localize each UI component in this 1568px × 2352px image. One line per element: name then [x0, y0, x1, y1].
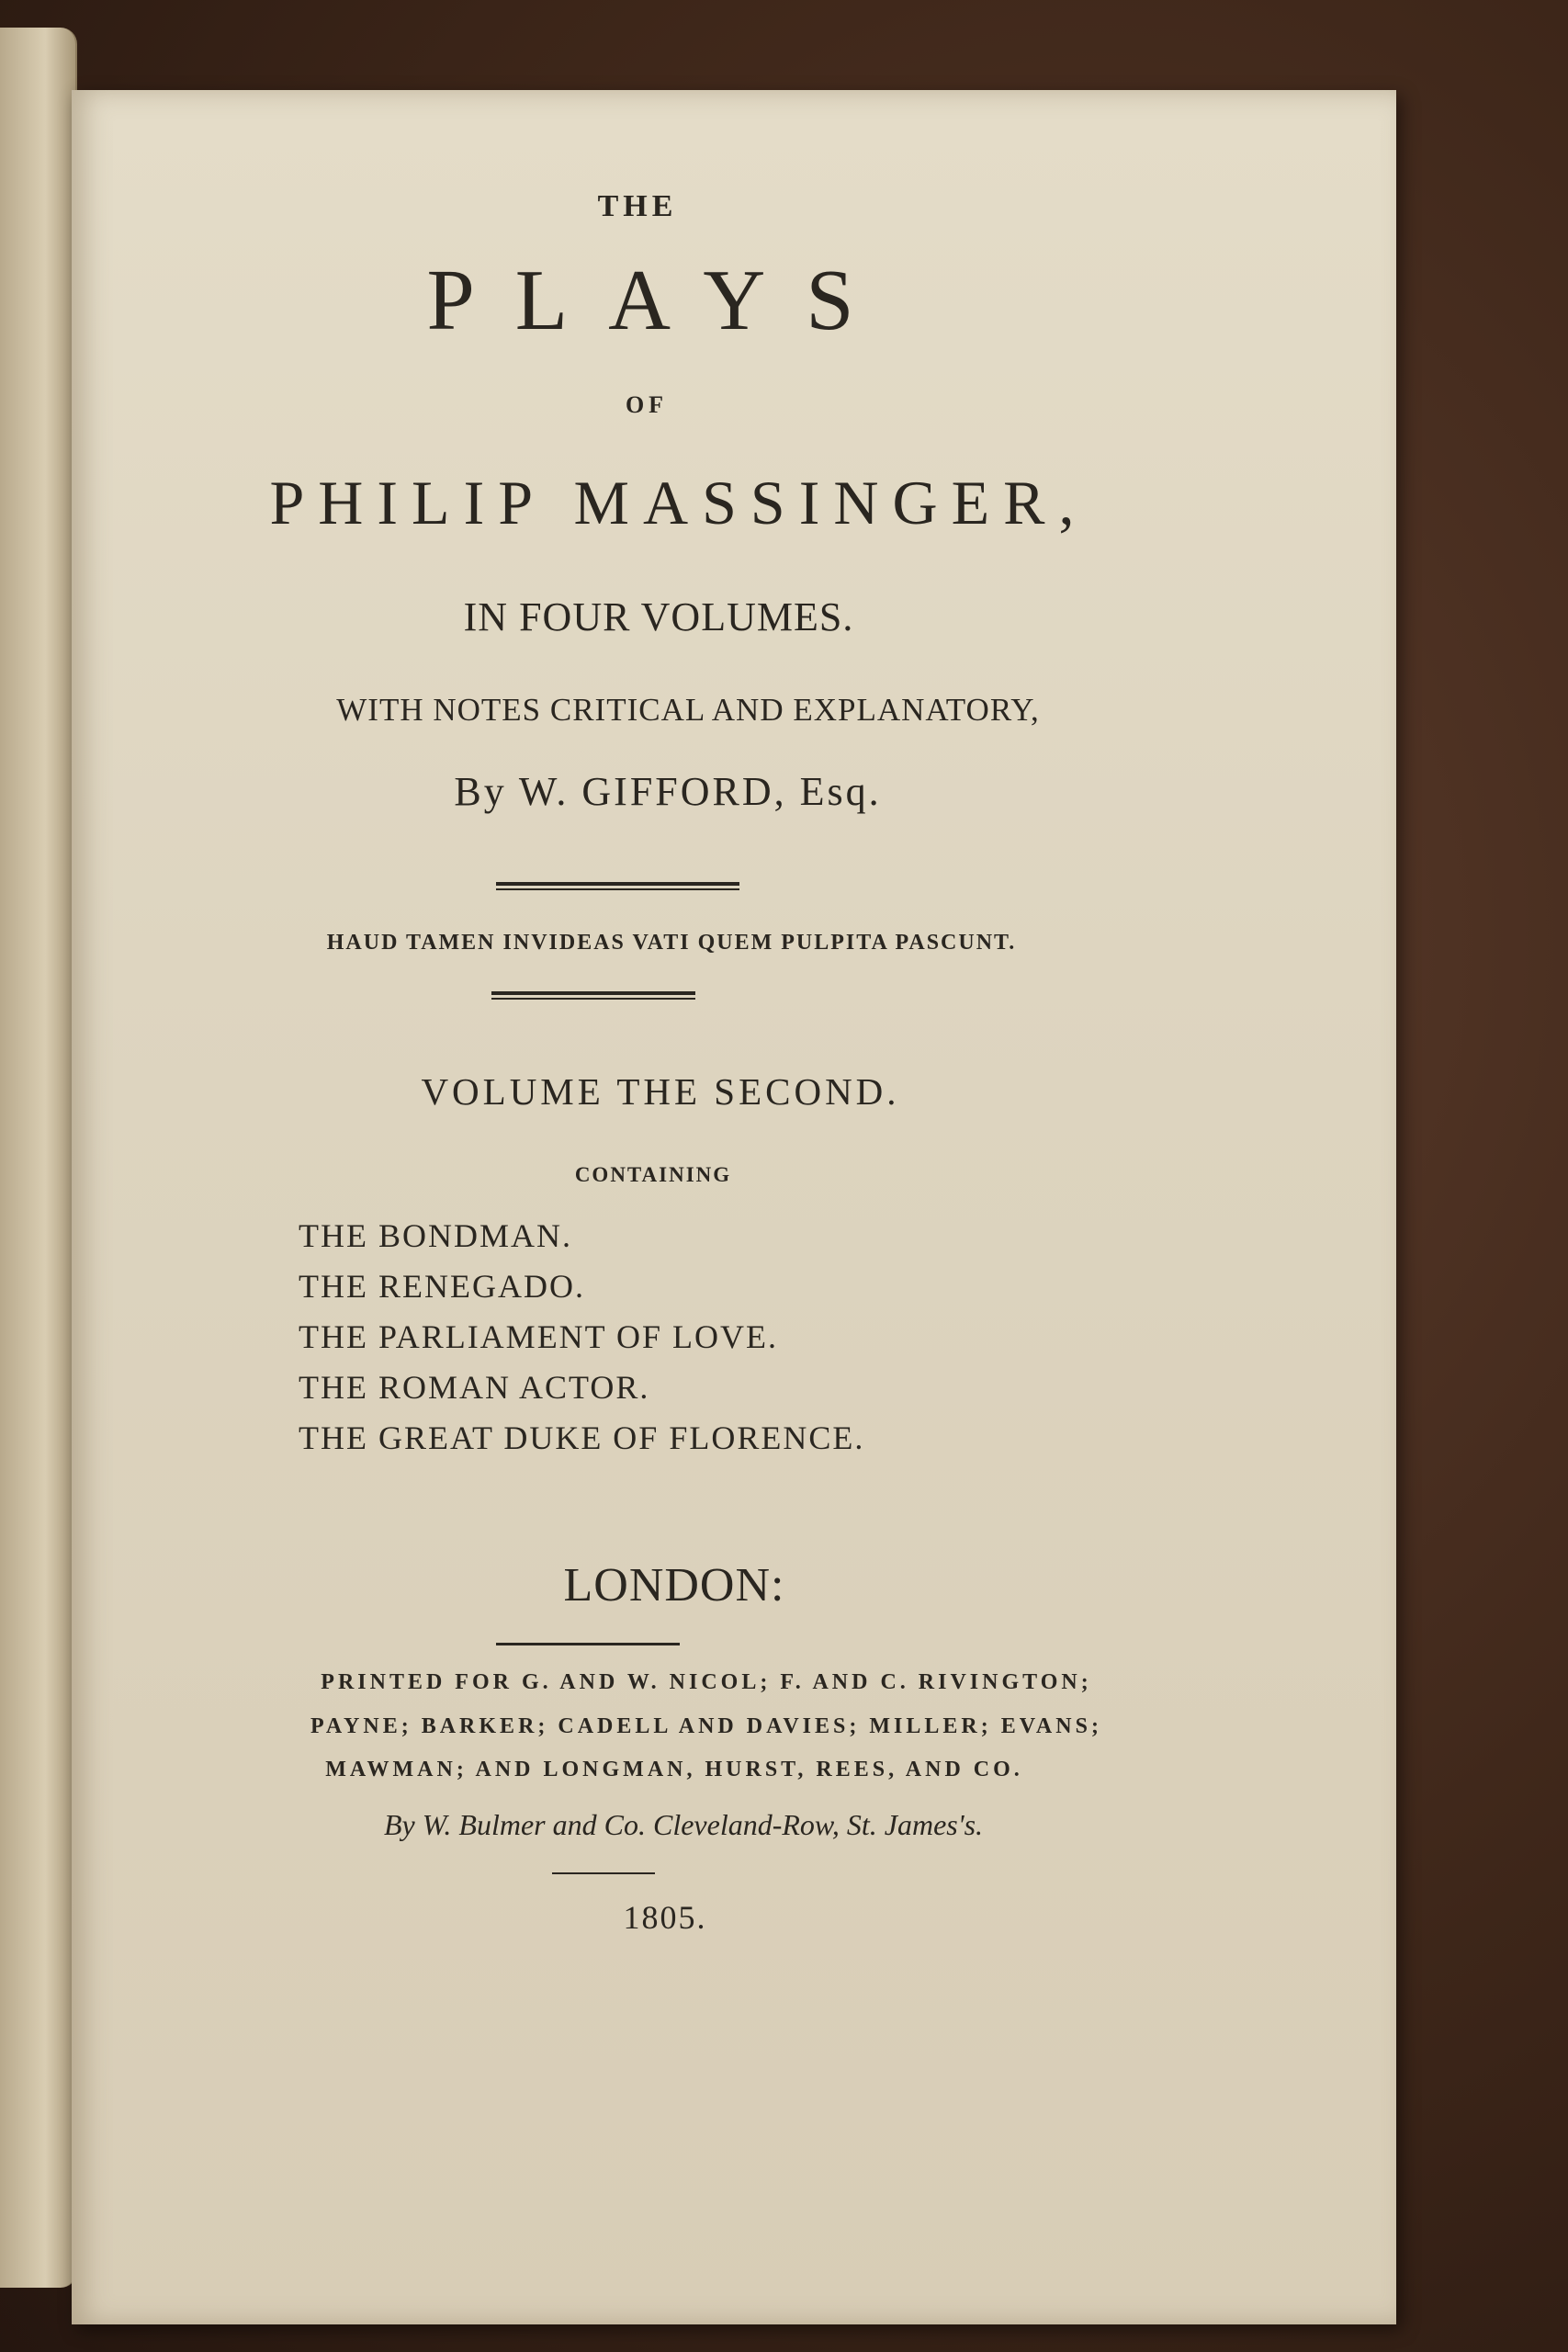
volume-heading: VOLUME THE SECOND.	[421, 1070, 900, 1113]
latin-motto: HAUD TAMEN INVIDEAS VATI QUEM PULPITA PASCUNT.	[326, 931, 1017, 955]
title-plays: PLAYS	[426, 253, 895, 348]
contents-item: THE PARLIAMENT OF LOVE.	[299, 1318, 779, 1355]
contents-item: THE RENEGADO.	[299, 1268, 585, 1305]
imprint-line-1: PRINTED FOR G. AND W. NICOL; F. AND C. RIVINGTON;	[321, 1670, 1092, 1694]
imprint-line-2: PAYNE; BARKER; CADELL AND DAVIES; MILLER; EVANS;	[310, 1714, 1102, 1738]
imprint-line-3: MAWMAN; AND LONGMAN, HURST, REES, AND CO.	[325, 1758, 1023, 1781]
author-name: PHILIP MASSINGER,	[269, 468, 1089, 537]
notes-line: WITH NOTES CRITICAL AND EXPLANATORY,	[336, 692, 1040, 728]
rule-year	[552, 1872, 655, 1874]
contents-item: THE BONDMAN.	[299, 1217, 572, 1254]
title-page	[72, 90, 1396, 2324]
containing-label: CONTAINING	[574, 1163, 732, 1186]
editor-line: By W. GIFFORD, Esq.	[454, 769, 882, 814]
volumes-line: IN FOUR VOLUMES.	[463, 594, 854, 639]
contents-item: THE GREAT DUKE OF FLORENCE.	[299, 1419, 865, 1456]
contents-list	[299, 1211, 864, 1464]
imprint-city: LONDON:	[563, 1559, 785, 1611]
facing-page-edge	[0, 28, 77, 2288]
rule-lower	[491, 991, 695, 1000]
publication-year: 1805.	[623, 1899, 707, 1936]
title-of: OF	[625, 391, 669, 418]
printer-line: By W. Bulmer and Co. Cleveland-Row, St. James's.	[383, 1808, 984, 1841]
rule-upper	[496, 882, 739, 890]
title-the: THE	[597, 189, 678, 223]
contents-item: THE ROMAN ACTOR.	[299, 1369, 650, 1406]
rule-london	[496, 1643, 680, 1645]
